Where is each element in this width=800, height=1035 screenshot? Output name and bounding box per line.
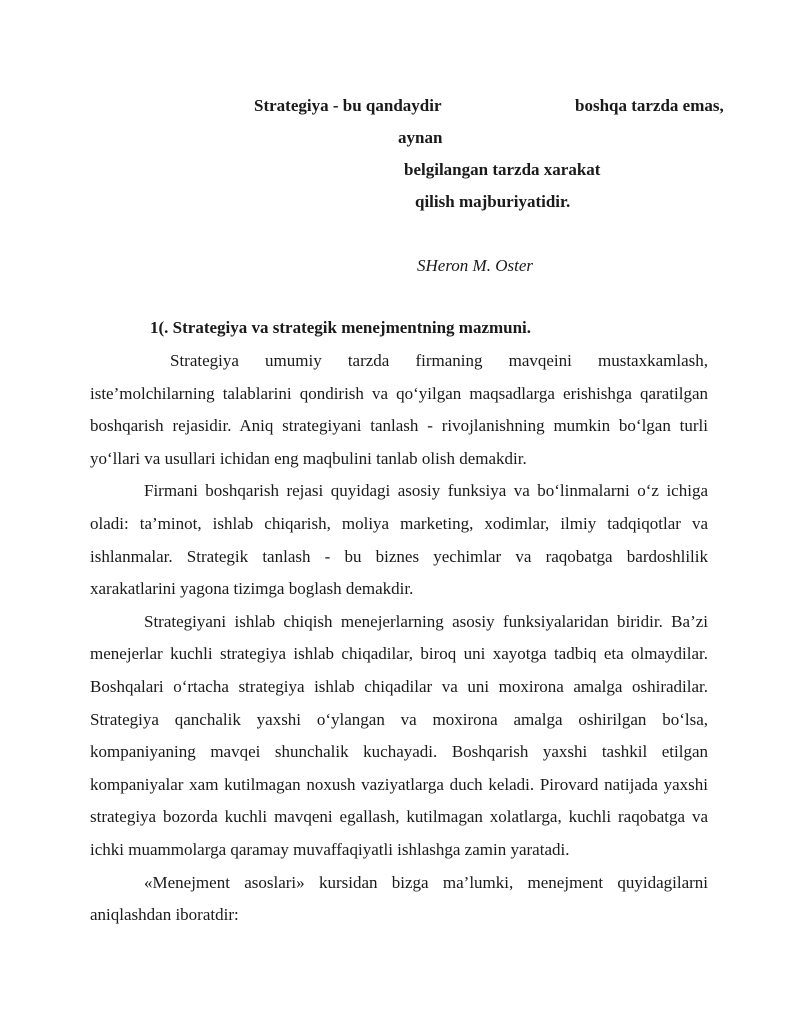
- epigraph-line-2: aynan: [398, 128, 443, 147]
- paragraph-1: Strategiya umumiy tarzda firmaning mavqeini mustaxkamlash, iste’molchilarning talablarini qondirish va qo‘yilgan maqsadlarga erishishga qaratilgan boshqarish rejasidir. Aniq strategiyani tanlash - rivojlanishning mumkin bo‘lgan turli yo‘llari va usullari ichidan eng maqbulini tanlab olish demakdir.: [90, 351, 708, 468]
- section-heading: 1(. Strategiya va strategik menejmentning mazmuni.: [150, 318, 532, 337]
- epigraph-author: SHeron M. Oster: [417, 256, 533, 275]
- epigraph-line-3: belgilangan tarzda xarakat: [404, 160, 601, 179]
- epigraph-line-4: qilish majburiyatidir.: [415, 192, 571, 211]
- epigraph-line-1-part-2: boshqa tarzda emas,: [575, 96, 724, 115]
- paragraph-2: Firmani boshqarish rejasi quyidagi asosiy funksiya va bo‘linmalarni o‘z ichiga oladi: ta’minot, ishlab chiqarish, moliya marketing, xodimlar, ilmiy tadqiqotlar va ishlanmalar. Strategik tanlash - bu biznes yechimlar va raqobatga bardoshlilik xarakatlarini yagona tizimga boglash demakdir.: [90, 481, 708, 599]
- body-text: [90, 345, 708, 932]
- paragraph-3: Strategiyani ishlab chiqish menejerlarning asosiy funksiyalaridan biridir. Ba’zi menejerlar kuchli strategiya ishlab chiqadilar, biroq uni xayotga tadbiq eta olmaydilar. Boshqalari o‘rtacha strategiya ishlab chiqadilar va uni moxirona amalga oshiradilar. Strategiya qanchalik yaxshi o‘ylangan va moxirona amalga oshirilgan bo‘lsa, kompaniyaning mavqei shunchalik kuchayadi. Boshqarish yaxshi tashkil etilgan kompaniyalar xam kutilmagan noxush vaziyatlarga duch keladi. Pirovard natijada yaxshi strategiya bozorda kuchli mavqeni egallash, kutilmagan xolatlarga, kuchli raqobatga va ichki muammolarga qaramay muvaffaqiyatli ishlashga zamin yaratadi.: [90, 611, 708, 859]
- epigraph-line-1-part-1: Strategiya - bu qandaydir: [254, 96, 442, 115]
- paragraph-4: «Menejment asoslari» kursidan bizga ma’lumki, menejment quyidagilarni aniqlashdan iboratdir:: [90, 872, 708, 925]
